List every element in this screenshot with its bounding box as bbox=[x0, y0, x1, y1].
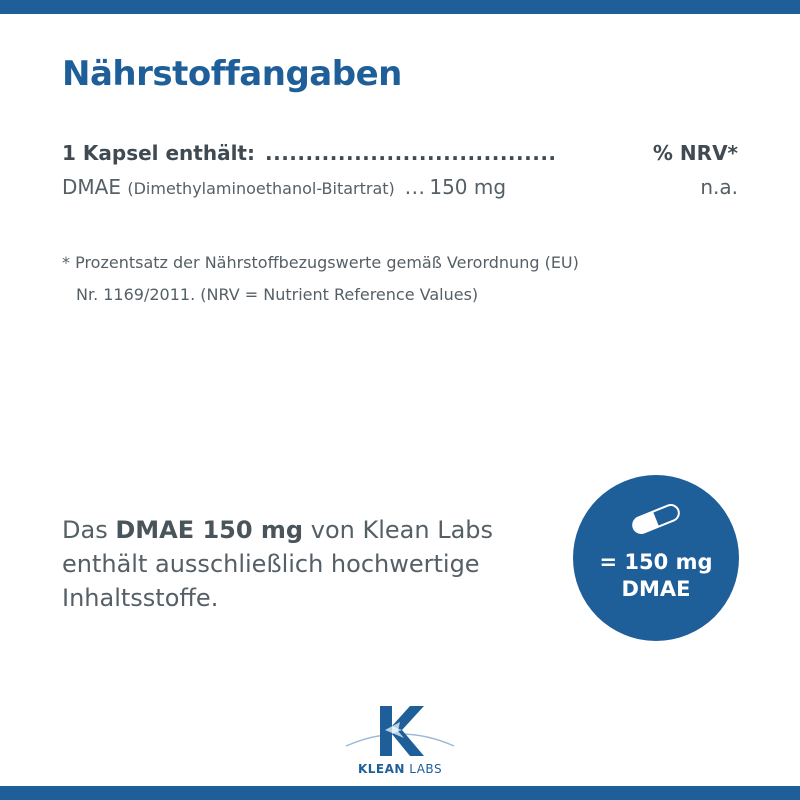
statement-highlight: DMAE 150 mg bbox=[115, 516, 304, 544]
nutrient-detail: (Dimethylaminoethanol-Bitartrat) bbox=[127, 179, 395, 198]
nutrient-name: DMAE bbox=[62, 175, 121, 199]
badge-substance: DMAE bbox=[621, 577, 691, 601]
nrv-column-header: % NRV* bbox=[652, 141, 738, 165]
nutrient-amount: 150 mg bbox=[429, 175, 507, 199]
nutrient-nrv-value: n.a. bbox=[700, 175, 738, 199]
bottom-accent-bar bbox=[0, 786, 800, 800]
nutrient-name-cell bbox=[62, 175, 395, 199]
logo-word-labs: LABS bbox=[409, 762, 443, 776]
footnote-line-1: * Prozentsatz der Nährstoffbezugswerte gemäß Verordnung (EU) bbox=[62, 253, 579, 272]
nutrient-row bbox=[62, 175, 738, 199]
serving-label: 1 Kapsel enthält: bbox=[62, 141, 255, 165]
top-accent-bar bbox=[0, 0, 800, 14]
dosage-badge bbox=[573, 475, 739, 641]
logo-wordmark bbox=[340, 762, 460, 776]
footnote bbox=[62, 247, 738, 311]
klean-labs-logo bbox=[340, 700, 460, 780]
product-statement bbox=[62, 513, 532, 615]
statement-prefix: Das bbox=[62, 516, 108, 544]
item-leader-dots: ... bbox=[404, 175, 426, 199]
statement-suffix: von Klean Labs enthält ausschließlich hochwertige Inhaltsstoffe. bbox=[62, 516, 494, 612]
logo-word-klean: KLEAN bbox=[357, 762, 405, 776]
badge-amount: = 150 mg bbox=[599, 550, 713, 574]
header-leader-dots: .................................... bbox=[265, 141, 557, 165]
nutrient-table-header bbox=[62, 141, 738, 165]
klean-labs-k-logo-icon bbox=[340, 700, 460, 762]
capsule-icon bbox=[628, 503, 684, 535]
footnote-line-2: Nr. 1169/2011. (NRV = Nutrient Reference Values) bbox=[76, 285, 479, 304]
page-title: Nährstoffangaben bbox=[62, 54, 402, 94]
